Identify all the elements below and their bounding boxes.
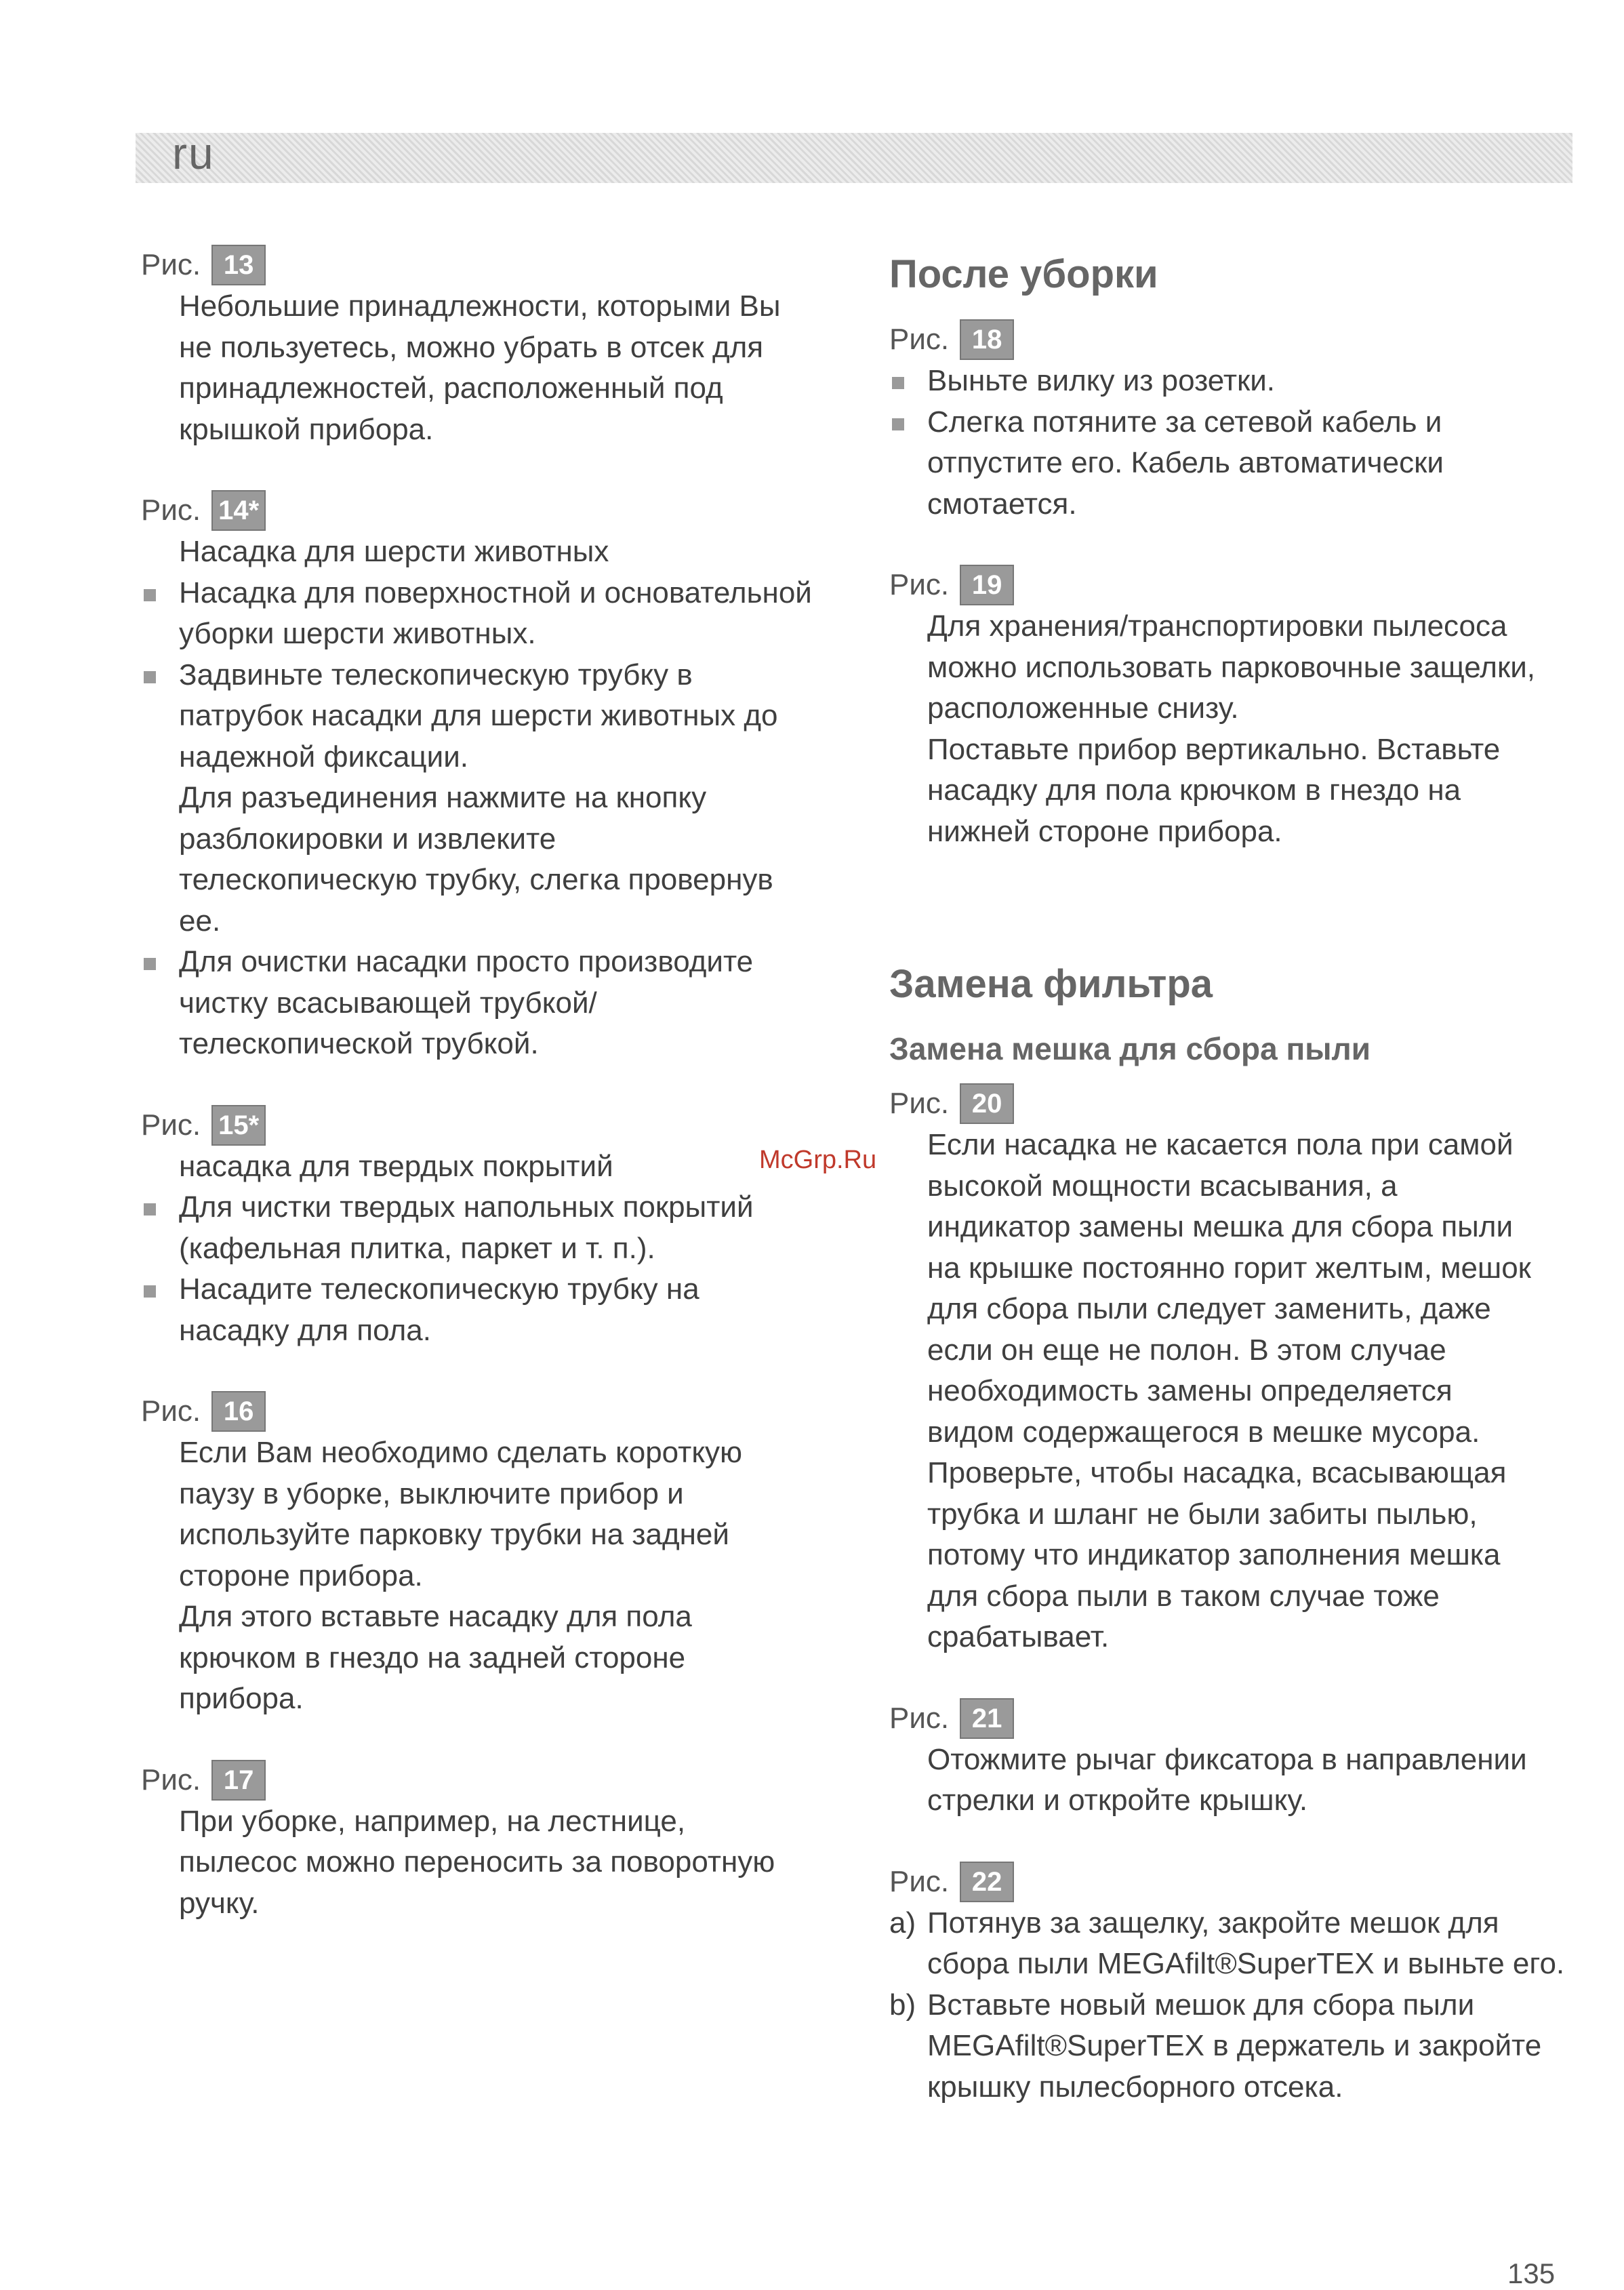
- text-line: Насадка для поверхностной и основательной: [179, 576, 812, 609]
- section-title-filter-replacement: Замена фильтра: [889, 962, 1213, 1006]
- text-line: Для разъединения нажмите на кнопку: [179, 781, 707, 814]
- text-line: телескопическую трубку, слегка провернув: [179, 863, 773, 896]
- figure-15-section: [141, 1104, 826, 1352]
- lettered-item-b: [889, 1985, 1574, 2108]
- figure-label: [141, 1759, 826, 1801]
- text-line: ее.: [179, 904, 221, 938]
- text-line: насадку для пола крючком в гнездо на: [927, 774, 1461, 807]
- fig-prefix: Рис.: [141, 248, 201, 281]
- text-line: насадку для пола.: [179, 1313, 431, 1347]
- text-line: паузу в уборке, выключите прибор и: [179, 1477, 684, 1510]
- text-line: Для хранения/транспортировки пылесоса: [927, 609, 1507, 643]
- text-line: принадлежностей, расположенный под: [179, 371, 723, 405]
- figure-15-intro: насадка для твердых покрытий: [179, 1149, 613, 1183]
- figure-label: [141, 1390, 826, 1432]
- text-line: разблокировки и извлеките: [179, 822, 556, 856]
- text-line: MEGAfilt®SuperTEX в держатель и закройте: [927, 2029, 1542, 2062]
- figure-number-badge: 19: [960, 565, 1014, 605]
- figure-16-section: [141, 1390, 826, 1720]
- text-line: Потянув за защелку, закройте мешок для: [927, 1906, 1499, 1940]
- figure-label: [141, 489, 826, 531]
- text-line: индикатор замены мешка для сбора пыли: [927, 1210, 1514, 1243]
- figure-13-text: [141, 286, 826, 450]
- text-line: патрубок насадки для шерсти животных до: [179, 699, 778, 732]
- figure-18-section: [889, 319, 1574, 525]
- figure-number-badge: 15*: [211, 1105, 266, 1146]
- text-line: для сбора пыли в таком случае тоже: [927, 1579, 1440, 1613]
- fig-prefix: Рис.: [141, 494, 201, 527]
- text-line: ручку.: [179, 1886, 260, 1920]
- fig-prefix: Рис.: [889, 568, 950, 601]
- bullet-item: [141, 1187, 826, 1269]
- figure-label: [141, 1104, 826, 1146]
- left-column: [141, 244, 826, 1924]
- text-line: пылесос можно переносить за поворотную: [179, 1845, 775, 1879]
- text-line: срабатывает.: [927, 1620, 1110, 1653]
- figure-21-section: [889, 1698, 1574, 1822]
- bullet-item: [141, 1269, 826, 1351]
- text-line: чистку всасывающей трубкой/: [179, 986, 597, 1020]
- text-line: на крышке постоянно горит желтым, мешок: [927, 1251, 1531, 1285]
- text-line: Задвиньте телескопическую трубку в: [179, 658, 693, 691]
- bullet-item: [889, 361, 1574, 402]
- item-letter: b): [889, 1988, 916, 2022]
- text-line: используйте парковку трубки на задней: [179, 1518, 729, 1551]
- item-letter: a): [889, 1906, 916, 1940]
- bullet-item: [141, 655, 826, 778]
- text-line: Слегка потяните за сетевой кабель и: [927, 405, 1442, 439]
- fig-prefix: Рис.: [141, 1763, 201, 1796]
- text-line: видом содержащегося в мешке мусора.: [927, 1415, 1480, 1449]
- text-line: крышку пылесборного отсека.: [927, 2070, 1343, 2104]
- figure-label: [141, 244, 826, 286]
- text-line: можно использовать парковочные защелки,: [927, 650, 1535, 684]
- text-line: стороне прибора.: [179, 1559, 423, 1592]
- text-line: уборки шерсти животных.: [179, 617, 536, 650]
- text-line: Вставьте новый мешок для сбора пыли: [927, 1988, 1475, 2022]
- text-line: расположенные снизу.: [927, 691, 1239, 725]
- section-title-after-cleaning: После уборки: [889, 252, 1158, 296]
- figure-13-section: [141, 244, 826, 450]
- text-line: Отожмите рычаг фиксатора в направлении: [927, 1742, 1527, 1776]
- watermark: McGrp.Ru: [759, 1146, 877, 1174]
- text-line: необходимость замены определяется: [927, 1374, 1453, 1407]
- figure-number-badge: 18: [960, 319, 1014, 360]
- figure-label: [889, 564, 1574, 606]
- language-code: ru: [172, 128, 215, 178]
- text-line: не пользуетесь, можно убрать в отсек для: [179, 330, 764, 364]
- text-line: потому что индикатор заполнения мешка: [927, 1538, 1501, 1571]
- fig-prefix: Рис.: [889, 1864, 950, 1898]
- lettered-item-a: [889, 1903, 1574, 1985]
- figure-number-badge: 14*: [211, 490, 266, 531]
- text-line: Для этого вставьте насадку для пола: [179, 1600, 692, 1633]
- paragraph: [141, 778, 826, 942]
- text-line: Для чистки твердых напольных покрытий: [179, 1190, 754, 1224]
- text-line: Выньте вилку из розетки.: [927, 364, 1276, 397]
- text-line: Проверьте, чтобы насадка, всасывающая: [927, 1456, 1507, 1489]
- text-line: нижней стороне прибора.: [927, 814, 1282, 848]
- fig-prefix: Рис.: [889, 1087, 950, 1120]
- bullet-item: [141, 573, 826, 655]
- figure-19-text: [889, 606, 1574, 852]
- figure-number-badge: 22: [960, 1862, 1014, 1902]
- text-line: При уборке, например, на лестнице,: [179, 1804, 686, 1838]
- fig-prefix: Рис.: [889, 323, 950, 356]
- text-line: высокой мощности всасывания, а: [927, 1169, 1398, 1203]
- text-line: для сбора пыли следует заменить, даже: [927, 1292, 1491, 1325]
- text-line: отпустите его. Кабель автоматически: [927, 446, 1444, 479]
- figure-20-section: [889, 1083, 1574, 1658]
- text-line: Насадите телескопическую трубку на: [179, 1272, 699, 1306]
- header-band: [136, 133, 1572, 183]
- figure-22-section: [889, 1861, 1574, 2108]
- figure-16-text: [141, 1432, 826, 1720]
- text-line: телескопической трубкой.: [179, 1027, 539, 1060]
- text-line: Если Вам необходимо сделать короткую: [179, 1436, 743, 1469]
- figure-14-intro: Насадка для шерсти животных: [179, 535, 609, 568]
- figure-number-badge: 20: [960, 1083, 1014, 1124]
- figure-17-section: [141, 1759, 826, 1925]
- text-line: стрелки и откройте крышку.: [927, 1784, 1308, 1817]
- text-line: Для очистки насадки просто производите: [179, 945, 754, 978]
- text-line: Если насадка не касается пола при самой: [927, 1128, 1514, 1161]
- figure-number-badge: 16: [211, 1391, 266, 1432]
- fig-prefix: Рис.: [889, 1701, 950, 1735]
- figure-17-text: [141, 1801, 826, 1925]
- bullet-item: [141, 942, 826, 1065]
- figure-label: [889, 1861, 1574, 1903]
- text-line: смотается.: [927, 487, 1077, 521]
- subsection-title-dust-bag: Замена мешка для сбора пыли: [889, 1031, 1371, 1066]
- figure-number-badge: 13: [211, 245, 266, 285]
- text-line: прибора.: [179, 1682, 304, 1715]
- figure-19-section: [889, 564, 1574, 852]
- text-line: надежной фиксации.: [179, 740, 469, 774]
- text-line: Небольшие принадлежности, которыми Вы: [179, 289, 781, 323]
- page-number: 135: [1507, 2257, 1556, 2289]
- text-line: Поставьте прибор вертикально. Вставьте: [927, 732, 1501, 766]
- figure-14-section: [141, 489, 826, 1065]
- fig-prefix: Рис.: [141, 1108, 201, 1142]
- bullet-item: [889, 402, 1574, 525]
- figure-label: [889, 1083, 1574, 1125]
- text-line: трубка и шланг не были забиты пылью,: [927, 1497, 1478, 1531]
- figure-number-badge: 17: [211, 1760, 266, 1801]
- fig-prefix: Рис.: [141, 1394, 201, 1428]
- figure-number-badge: 21: [960, 1698, 1014, 1739]
- figure-20-text: [889, 1125, 1574, 1658]
- figure-21-text: [889, 1740, 1574, 1822]
- right-column: [889, 244, 1574, 2108]
- figure-label: [889, 319, 1574, 361]
- text-line: если он еще не полон. В этом случае: [927, 1333, 1446, 1367]
- text-line: сбора пыли MEGAfilt®SuperTEX и выньте его.: [927, 1947, 1565, 1980]
- text-line: (кафельная плитка, паркет и т. п.).: [179, 1231, 655, 1265]
- text-line: крышкой прибора.: [179, 412, 434, 446]
- figure-label: [889, 1698, 1574, 1740]
- text-line: крючком в гнездо на задней стороне: [179, 1641, 686, 1674]
